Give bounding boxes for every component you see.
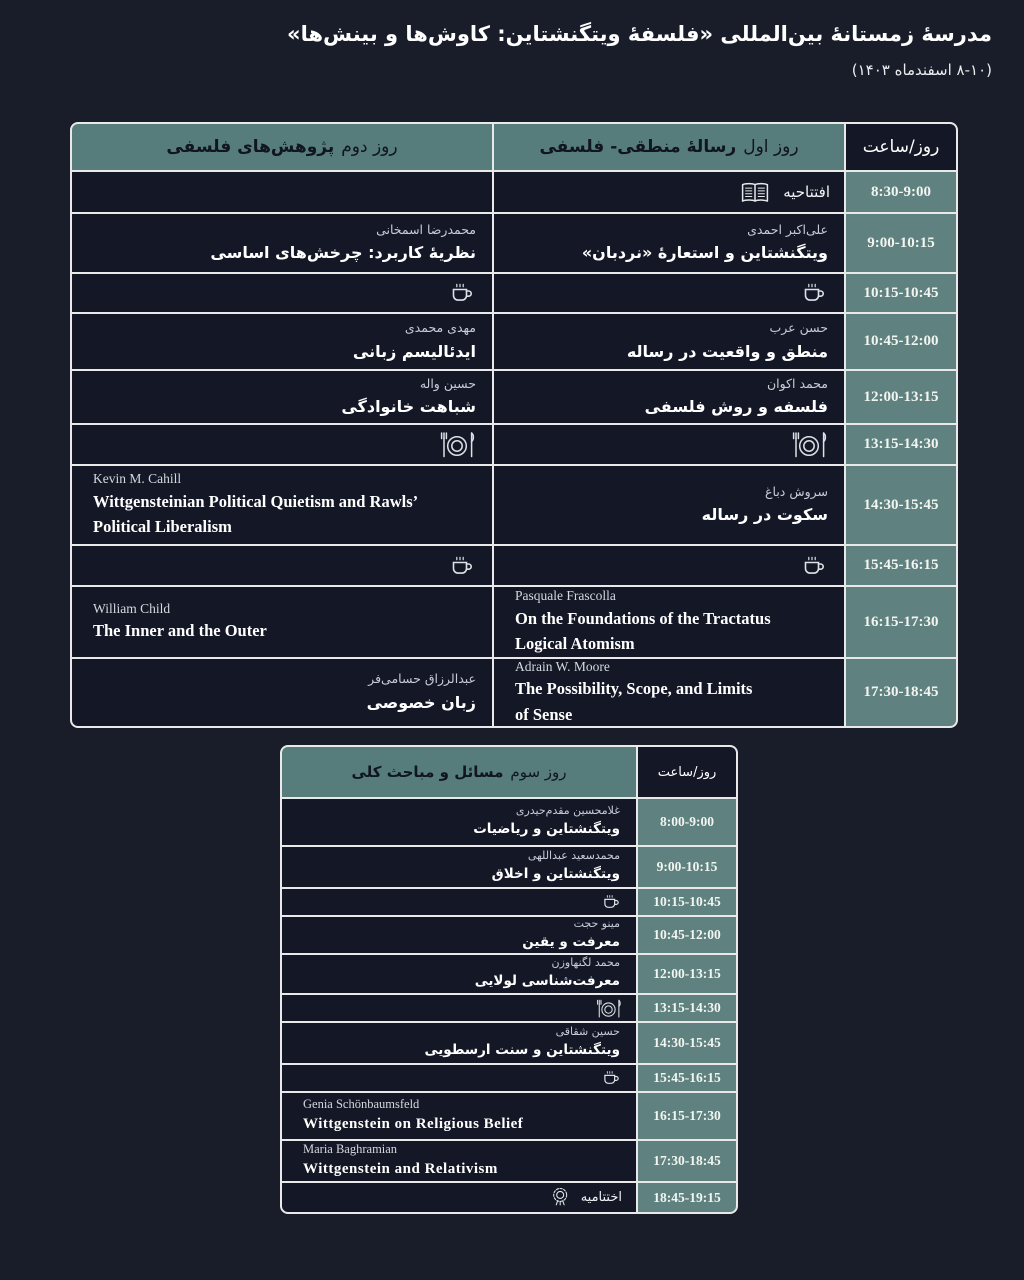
session-cell — [494, 659, 844, 726]
coffee-break-cell — [282, 889, 636, 915]
session-cell — [494, 314, 844, 369]
speaker-name: غلامحسین مقدم‌حیدری — [515, 804, 620, 818]
lunch-break-cell — [282, 995, 636, 1021]
open-book-icon — [739, 180, 771, 205]
speaker-name: Maria Baghramian — [303, 1141, 398, 1156]
speaker-name: عبدالرزاق حسامی‌فر — [368, 671, 476, 687]
session-title: Wittgenstein on Religious Belief — [303, 1116, 524, 1132]
day2-header-title: پژوهش‌های فلسفی — [166, 137, 335, 157]
time-slot: 15:45-16:15 — [846, 546, 956, 585]
session-title: نظریهٔ کاربرد: چرخش‌های اساسی — [210, 243, 476, 263]
time-slot: 17:30-18:45 — [846, 659, 956, 726]
lunch-icon — [790, 430, 828, 459]
time-slot: 13:15-14:30 — [638, 995, 736, 1021]
speaker-name: مینو حجت — [573, 917, 620, 931]
coffee-icon — [602, 1069, 622, 1087]
time-slot: 14:30-15:45 — [638, 1023, 736, 1063]
session-title: The Inner and the Outer — [93, 621, 267, 641]
time-slot: 12:00-13:15 — [638, 955, 736, 993]
session-cell — [282, 799, 636, 845]
session-cell — [282, 1141, 636, 1181]
opening-session — [494, 172, 844, 212]
schedule-table-day-3 — [280, 745, 738, 1214]
time-slot: 18:45-19:15 — [638, 1183, 736, 1212]
coffee-break-cell — [72, 546, 492, 585]
session-cell — [494, 214, 844, 272]
day3-header — [282, 747, 636, 797]
session-title: سکوت در رساله — [701, 505, 828, 525]
time-slot: 16:15-17:30 — [638, 1093, 736, 1139]
day1-header-prefix: روز اول — [743, 137, 799, 157]
speaker-name: Adrain W. Moore — [515, 658, 610, 674]
session-title: ایدئالیسم زبانی — [352, 341, 476, 361]
coffee-icon — [802, 554, 828, 578]
speaker-name: محمدرضا اسمخانی — [376, 221, 476, 237]
session-title: ویتگنشتاین و اخلاق — [491, 866, 620, 883]
lunch-break-cell — [494, 425, 844, 464]
speaker-name: حسین شقاقی — [555, 1025, 620, 1039]
time-slot: 12:00-13:15 — [846, 371, 956, 423]
speaker-name: سروش دباغ — [765, 483, 828, 499]
day1-header — [494, 124, 844, 170]
day3-header-title: مسائل و مباحث کلی — [351, 763, 504, 781]
session-cell — [494, 371, 844, 423]
session-title: معرفت و یقین — [522, 934, 620, 951]
time-slot: 14:30-15:45 — [846, 466, 956, 544]
speaker-name: Pasquale Frascolla — [515, 588, 616, 604]
day2-header — [72, 124, 492, 170]
session-title: ویتگنشتاین و ریاضیات — [473, 821, 620, 838]
time-column-header: روز/ساعت — [846, 124, 956, 170]
opening-label: افتتاحیه — [783, 183, 830, 201]
session-title: Wittgensteinian Political Quietism and Rawls’ Political Liberalism — [93, 491, 417, 537]
coffee-break-cell — [494, 274, 844, 312]
coffee-break-cell — [494, 546, 844, 585]
session-cell — [282, 1023, 636, 1063]
session-title: معرفت‌شناسی لولایی — [474, 973, 620, 990]
session-cell — [72, 314, 492, 369]
time-slot: 10:45-12:00 — [846, 314, 956, 369]
session-title: فلسفه و روش فلسفی — [644, 397, 828, 417]
time-slot: 9:00-10:15 — [638, 847, 736, 887]
speaker-name: حسین واله — [419, 375, 476, 391]
day1-header-title: رسالهٔ منطقی- فلسفی — [539, 137, 737, 157]
page-title: مدرسهٔ زمستانهٔ بین‌المللی «فلسفهٔ ویتگنشتاین: کاوش‌ها و بینش‌ها» — [287, 22, 992, 46]
closing-label: اختتامیه — [580, 1190, 622, 1205]
coffee-icon — [450, 281, 476, 305]
session-cell — [72, 214, 492, 272]
time-slot: 10:15-10:45 — [638, 889, 736, 915]
speaker-name: محمد اکوان — [766, 375, 828, 391]
lunch-break-cell — [72, 425, 492, 464]
time-slot: 16:15-17:30 — [846, 587, 956, 657]
session-title: زبان خصوصی — [366, 692, 476, 712]
session-title: شباهت خانوادگی — [341, 397, 476, 417]
session-cell — [494, 466, 844, 544]
lunch-icon — [438, 430, 476, 459]
session-cell — [282, 955, 636, 993]
session-cell — [282, 1093, 636, 1139]
session-cell — [72, 466, 492, 544]
speaker-name: Genia Schönbaumsfeld — [303, 1096, 420, 1111]
session-cell — [282, 847, 636, 887]
time-slot: 10:45-12:00 — [638, 917, 736, 953]
session-title: ویتگنشتاین و استعارهٔ «نردبان» — [581, 243, 828, 263]
coffee-break-cell — [72, 274, 492, 312]
time-slot: 15:45-16:15 — [638, 1065, 736, 1091]
coffee-break-cell — [282, 1065, 636, 1091]
time-column-header: روز/ساعت — [638, 747, 736, 797]
rosette-icon — [551, 1186, 572, 1210]
coffee-icon — [450, 554, 476, 578]
schedule-table-days-1-2 — [70, 122, 958, 728]
empty-cell — [72, 172, 492, 212]
speaker-name: محمدسعید عبداللهی — [527, 849, 620, 863]
speaker-name: حسن عرب — [769, 320, 828, 336]
lunch-icon — [595, 998, 622, 1019]
speaker-name: علی‌اکبر احمدی — [747, 221, 828, 237]
speaker-name: William Child — [93, 600, 171, 616]
time-slot: 10:15-10:45 — [846, 274, 956, 312]
session-cell — [72, 587, 492, 657]
session-cell — [494, 587, 844, 657]
session-cell — [72, 371, 492, 423]
session-cell — [72, 659, 492, 726]
session-title: منطق و واقعیت در رساله — [626, 341, 828, 361]
time-slot: 9:00-10:15 — [846, 214, 956, 272]
page-header — [287, 22, 992, 79]
closing-session — [282, 1183, 636, 1212]
time-slot: 17:30-18:45 — [638, 1141, 736, 1181]
speaker-name: Kevin M. Cahill — [93, 471, 182, 487]
day2-header-prefix: روز دوم — [341, 137, 398, 157]
session-title: On the Foundations of the Tractatus Logical Atomism — [515, 608, 771, 654]
session-title: The Possibility, Scope, and Limits of Sense — [515, 679, 753, 724]
speaker-name: مهدی محمدی — [404, 320, 476, 336]
day3-header-prefix: روز سوم — [510, 763, 567, 781]
session-title: ویتگنشتاین و سنت ارسطویی — [424, 1042, 620, 1059]
session-title: Wittgenstein and Relativism — [303, 1161, 498, 1177]
coffee-icon — [602, 893, 622, 911]
time-slot: 8:00-9:00 — [638, 799, 736, 845]
page-dates: (۸-۱۰ اسفندماه ۱۴۰۳) — [851, 61, 992, 79]
time-slot: 8:30-9:00 — [846, 172, 956, 212]
coffee-icon — [802, 281, 828, 305]
speaker-name: محمد لگنهاوزن — [551, 956, 620, 970]
time-slot: 13:15-14:30 — [846, 425, 956, 464]
session-cell — [282, 917, 636, 953]
